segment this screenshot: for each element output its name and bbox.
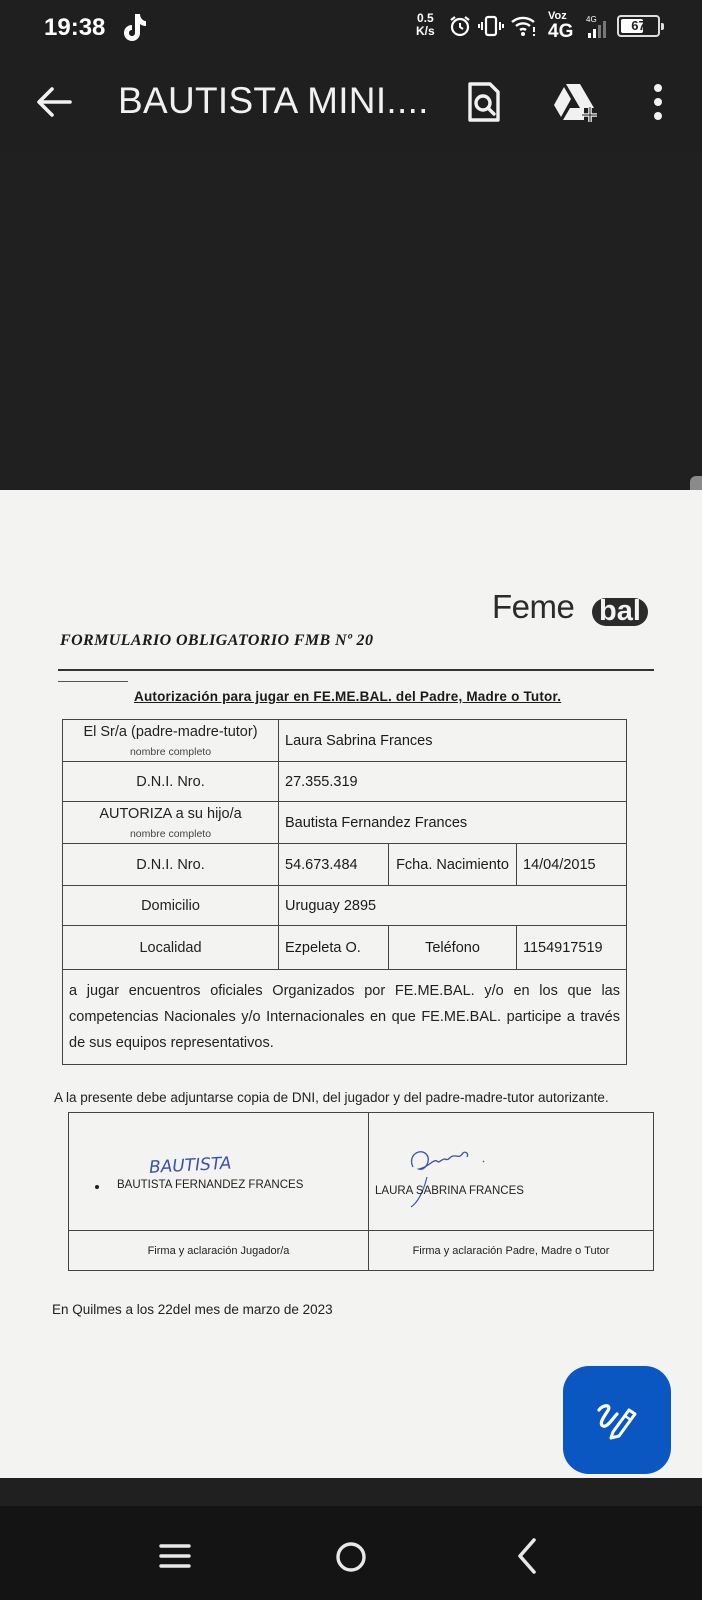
volte-indicator (548, 10, 573, 41)
form-subtitle: Autorización para jugar en FE.ME.BAL. del Padre, Madre o Tutor. (134, 689, 562, 704)
tutor-caption: nombre completo (129, 745, 212, 758)
annotate-fab[interactable] (563, 1366, 671, 1474)
authorization-table (62, 719, 627, 1065)
player-signature-caption: Firma y aclaración Jugador/a (69, 1231, 369, 1271)
table-row (63, 802, 627, 844)
net-speed-unit: K/s (416, 24, 435, 38)
status-time: 19:38 (44, 14, 106, 41)
tutor-dni-label: D.N.I. Nro. (63, 762, 279, 802)
tutor-signature-cell (369, 1113, 654, 1231)
alarm-icon (448, 14, 472, 38)
phone-value: 1154917519 (517, 926, 627, 970)
birth-value: 14/04/2015 (517, 844, 627, 886)
document-title: BAUTISTA MINI.... (118, 80, 429, 121)
wifi-icon (510, 14, 538, 38)
tutor-signature (403, 1137, 513, 1209)
signature-table (68, 1112, 654, 1271)
city-value: Ezpeleta O. (279, 926, 389, 970)
tutor-value: Laura Sabrina Frances (279, 720, 627, 762)
child-value: Bautista Fernandez Frances (279, 802, 627, 844)
nav-back-icon[interactable] (514, 1536, 540, 1576)
player-signature-cell (69, 1113, 369, 1231)
player-signature (145, 1145, 245, 1179)
table-row (63, 844, 627, 886)
player-handwritten-name: BAUTISTA (148, 1153, 232, 1178)
authorization-paragraph: a jugar encuentros oficiales Organizados por FE.ME.BAL. y/o en los que las competencias Nacionales y/o Internacionales en que FE.ME.BAL. participe a través de sus equipos representativos. (63, 970, 627, 1065)
net-speed-value: 0.5 (417, 11, 434, 25)
tutor-label: El Sr/a (padre-madre-tutor) (83, 723, 258, 740)
title-divider (58, 669, 654, 671)
city-label: Localidad (63, 926, 279, 970)
child-label: AUTORIZA a su hijo/a (99, 805, 242, 822)
short-divider (58, 681, 128, 682)
status-bar (0, 0, 702, 56)
address-label: Domicilio (63, 886, 279, 926)
table-row (69, 1231, 654, 1271)
signal-type: 4G (586, 16, 597, 24)
attachment-notice: A la presente debe adjuntarse copia de DNI, del jugador y del padre-madre-tutor autorizante. (54, 1090, 609, 1105)
tutor-label-cell (63, 720, 279, 762)
logo-pill: bal (592, 598, 648, 626)
tutor-signature-caption: Firma y aclaración Padre, Madre o Tutor (369, 1231, 654, 1271)
table-row (69, 1113, 654, 1231)
child-label-cell (63, 802, 279, 844)
net-speed (416, 12, 435, 38)
birth-label: Fcha. Nacimiento (389, 844, 517, 886)
table-row (63, 970, 627, 1065)
table-row (63, 886, 627, 926)
child-dni-value: 54.673.484 (279, 844, 389, 886)
femebal-logo (492, 586, 652, 632)
document-page (0, 490, 702, 1478)
more-options-icon[interactable] (646, 82, 670, 126)
tutor-name: LAURA SABRINA FRANCES (375, 1185, 524, 1197)
app-toolbar (0, 56, 702, 152)
network-type: 4G (548, 21, 574, 42)
logo-text: Feme (492, 588, 575, 625)
signal-icon (584, 16, 612, 40)
document-viewer[interactable] (0, 152, 702, 1506)
home-icon[interactable] (334, 1540, 368, 1574)
table-row (63, 762, 627, 802)
pen-scribble-icon (593, 1396, 641, 1444)
voz-label: Voz (548, 10, 567, 22)
status-icons (448, 14, 538, 38)
bullet (95, 1185, 99, 1189)
tiktok-icon (122, 12, 148, 42)
table-row (63, 720, 627, 762)
place-and-date: En Quilmes a los 22del mes de marzo de 2023 (52, 1302, 333, 1317)
add-to-drive-icon[interactable] (550, 80, 600, 124)
player-name: BAUTISTA FERNANDEZ FRANCES (117, 1179, 304, 1191)
tutor-dni-value: 27.355.319 (279, 762, 627, 802)
address-value: Uruguay 2895 (279, 886, 627, 926)
recent-apps-icon[interactable] (158, 1542, 192, 1570)
back-arrow-icon[interactable] (32, 80, 76, 124)
battery-indicator (617, 15, 660, 37)
vibrate-icon (478, 14, 504, 38)
form-title: FORMULARIO OBLIGATORIO FMB Nº 20 (60, 632, 374, 649)
system-nav-bar (0, 1506, 702, 1600)
child-caption: nombre completo (129, 827, 212, 840)
table-row (63, 926, 627, 970)
battery-percent: 67 (631, 18, 646, 33)
document-search-icon[interactable] (462, 80, 506, 124)
child-dni-label: D.N.I. Nro. (63, 844, 279, 886)
phone-label: Teléfono (389, 926, 517, 970)
